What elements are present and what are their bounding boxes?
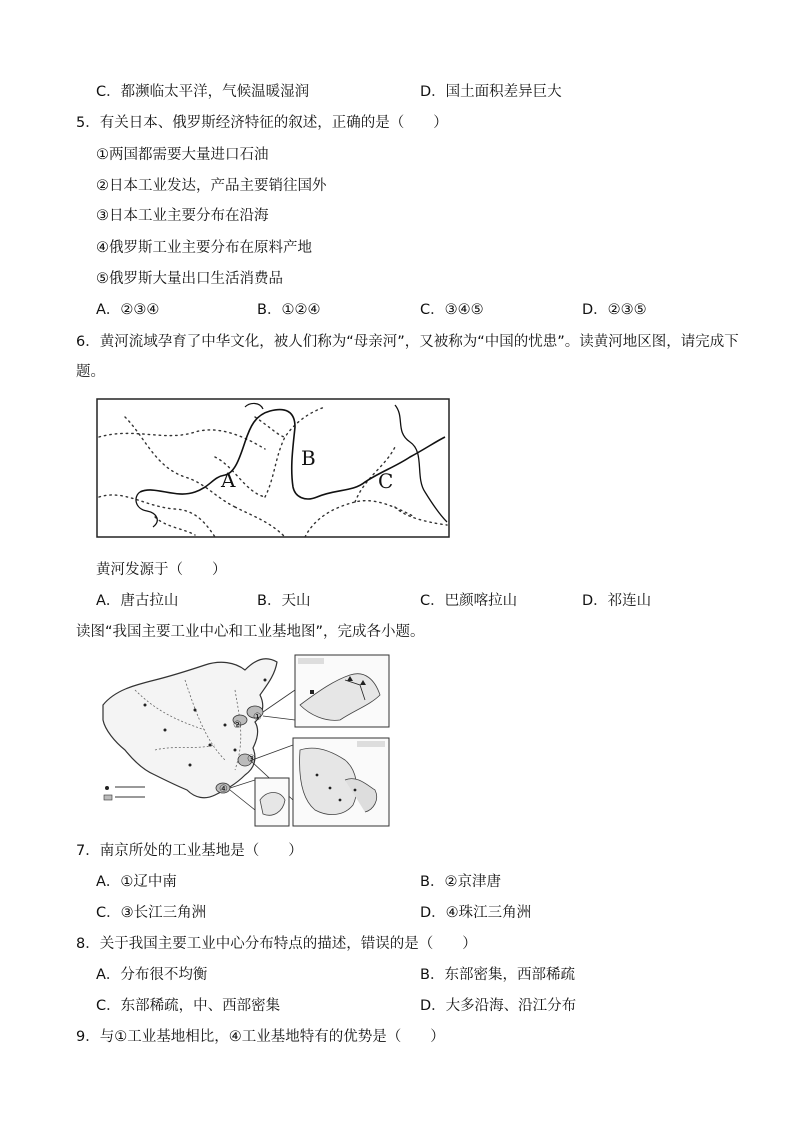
q6-option-d[interactable]: D．祁连山	[582, 593, 652, 609]
q5-item-3: ③日本工业主要分布在沿海	[96, 208, 269, 224]
q5-option-b[interactable]: B．①②④	[257, 302, 321, 318]
marker-3: ③	[247, 754, 256, 765]
q8-stem: 8．关于我国主要工业中心分布特点的描述，错误的是（ ）	[76, 936, 477, 952]
q4-option-d[interactable]: D．国土面积差异巨大	[420, 84, 562, 100]
q4-option-c[interactable]: C．都濒临太平洋，气候温暖湿润	[96, 84, 310, 100]
q6-option-c[interactable]: C．巴颜喀拉山	[420, 593, 518, 609]
q5-item-4: ④俄罗斯工业主要分布在原料产地	[96, 240, 312, 256]
marker-2: ②	[233, 720, 242, 731]
yellow-river-map	[95, 397, 453, 540]
map-label-b: B	[301, 446, 316, 470]
q7-option-c[interactable]: C．③长江三角洲	[96, 905, 207, 921]
q5-stem: 5．有关日本、俄罗斯经济特征的叙述，正确的是（ ）	[76, 115, 448, 131]
q6-option-a[interactable]: A．唐古拉山	[96, 593, 179, 609]
q6-sub-question: 黄河发源于（ ）	[96, 562, 227, 578]
marker-4: ④	[219, 784, 228, 795]
q8-option-c[interactable]: C．东部稀疏，中、西部密集	[96, 998, 281, 1014]
marker-1: ①	[253, 712, 262, 723]
q5-item-1: ①两国都需要大量进口石油	[96, 147, 269, 163]
map-label-a: A	[221, 468, 236, 492]
q8-option-b[interactable]: B．东部密集，西部稀疏	[420, 967, 575, 983]
q7-stem: 7．南京所处的工业基地是（ ）	[76, 843, 303, 859]
q7-option-d[interactable]: D．④珠江三角洲	[420, 905, 532, 921]
map-label-c: C	[378, 469, 394, 493]
q5-item-5: ⑤俄罗斯大量出口生活消费品	[96, 271, 283, 287]
q5-option-d[interactable]: D．②③⑤	[582, 302, 647, 318]
q5-item-2: ②日本工业发达，产品主要销往国外	[96, 178, 327, 194]
group-intro: 读图“我国主要工业中心和工业基地图”，完成各小题。	[76, 624, 425, 640]
map-legend	[104, 786, 145, 800]
q6-stem-line1: 6．黄河流域孕育了中华文化，被人们称为“母亲河”，又被称为“中国的忧患”。读黄河地区图，请完成下	[76, 334, 739, 350]
q9-stem: 9．与①工业基地相比，④工业基地特有的优势是（ ）	[76, 1029, 445, 1045]
q5-option-c[interactable]: C．③④⑤	[420, 302, 484, 318]
q7-option-a[interactable]: A．①辽中南	[96, 874, 177, 890]
industrial-base-map	[95, 650, 395, 832]
q5-option-a[interactable]: A．②③④	[96, 302, 160, 318]
q8-option-a[interactable]: A．分布很不均衡	[96, 967, 208, 983]
q8-option-d[interactable]: D．大多沿海、沿江分布	[420, 998, 577, 1014]
q7-option-b[interactable]: B．②京津唐	[420, 874, 501, 890]
q6-stem-line2: 题。	[76, 364, 105, 380]
q6-option-b[interactable]: B．天山	[257, 593, 311, 609]
